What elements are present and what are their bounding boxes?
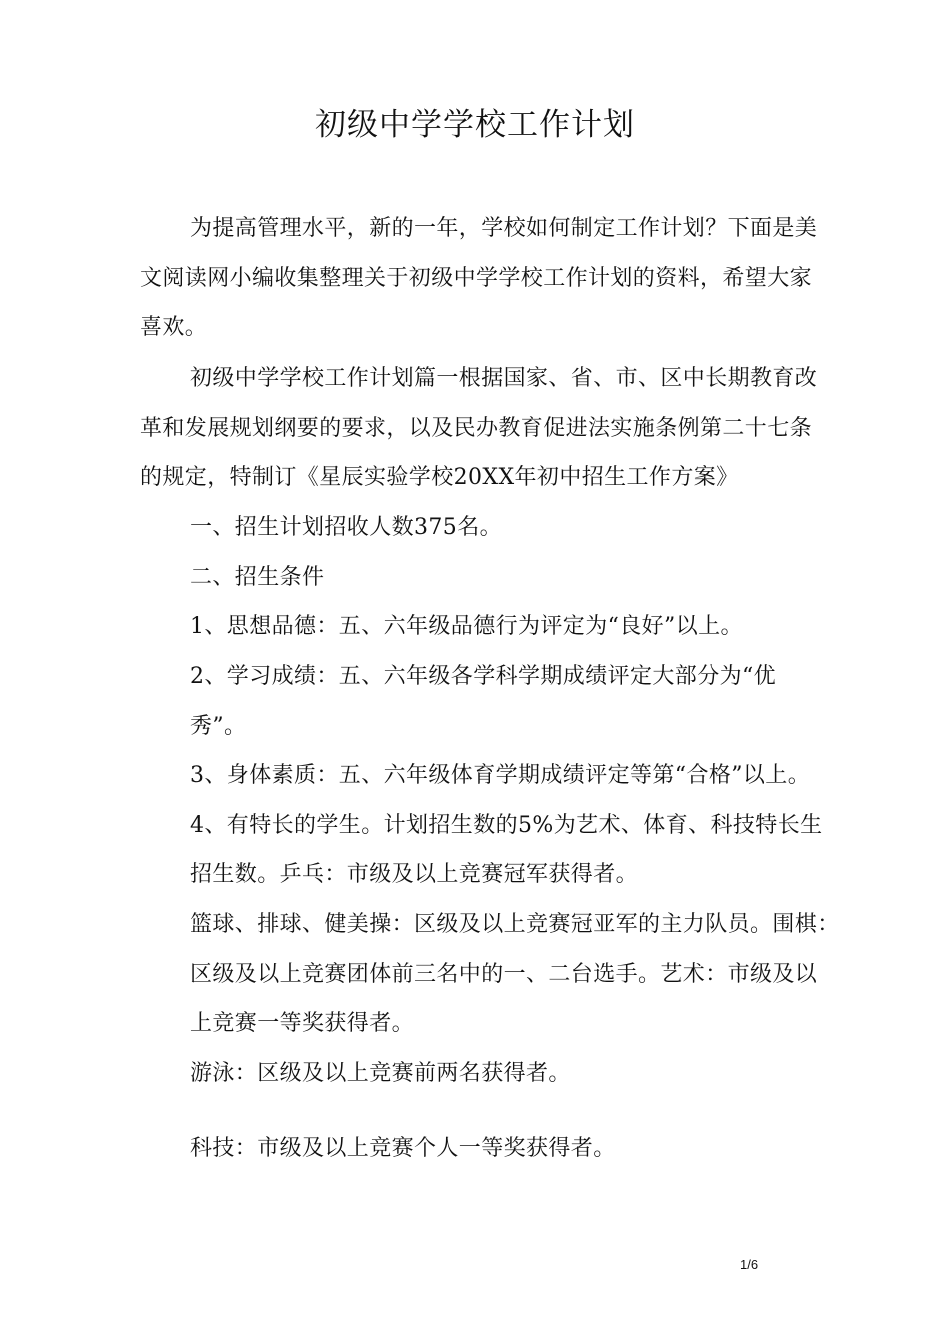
paragraph-line: 篮球、排球、健美操：区级及以上竞赛冠亚军的主力队员。围棋： bbox=[190, 912, 840, 937]
document-title: 初级中学学校工作计划 bbox=[315, 107, 635, 143]
paragraph-line: 科技：市级及以上竞赛个人一等奖获得者。 bbox=[190, 1136, 616, 1161]
paragraph-line: 革和发展规划纲要的要求，以及民办教育促进法实施条例第二十七条 bbox=[140, 416, 813, 441]
paragraph-line: 4、有特长的学生。计划招生数的5%为艺术、体育、科技特长生 bbox=[190, 813, 823, 838]
paragraph-line: 为提高管理水平，新的一年，学校如何制定工作计划？下面是美 bbox=[190, 216, 818, 241]
paragraph-line: 1、思想品德：五、六年级品德行为评定为“良好”以上。 bbox=[190, 614, 743, 639]
paragraph-line: 文阅读网小编收集整理关于初级中学学校工作计划的资料，希望大家 bbox=[140, 266, 813, 291]
paragraph-line: 2、学习成绩：五、六年级各学科学期成绩评定大部分为“优 bbox=[190, 664, 777, 689]
paragraph-line: 初级中学学校工作计划篇一根据国家、省、市、区中长期教育改 bbox=[190, 366, 818, 391]
paragraph-line: 上竞赛一等奖获得者。 bbox=[190, 1011, 415, 1036]
paragraph-line: 招生数。乒乓：市级及以上竞赛冠军获得者。 bbox=[190, 862, 639, 887]
paragraph-line: 的规定，特制订《星辰实验学校20XX年初中招生工作方案》 bbox=[140, 465, 739, 490]
paragraph-line: 区级及以上竞赛团体前三名中的一、二台选手。艺术：市级及以 bbox=[190, 962, 818, 987]
paragraph-line: 游泳：区级及以上竞赛前两名获得者。 bbox=[190, 1061, 571, 1086]
paragraph-line: 喜欢。 bbox=[140, 315, 208, 340]
paragraph-line: 秀”。 bbox=[190, 714, 247, 739]
page-number: 1/6 bbox=[740, 1257, 759, 1272]
paragraph-line: 二、招生条件 bbox=[190, 565, 325, 590]
paragraph-line: 一、招生计划招收人数375名。 bbox=[190, 515, 502, 540]
paragraph-line: 3、身体素质：五、六年级体育学期成绩评定等第“合格”以上。 bbox=[190, 763, 811, 788]
